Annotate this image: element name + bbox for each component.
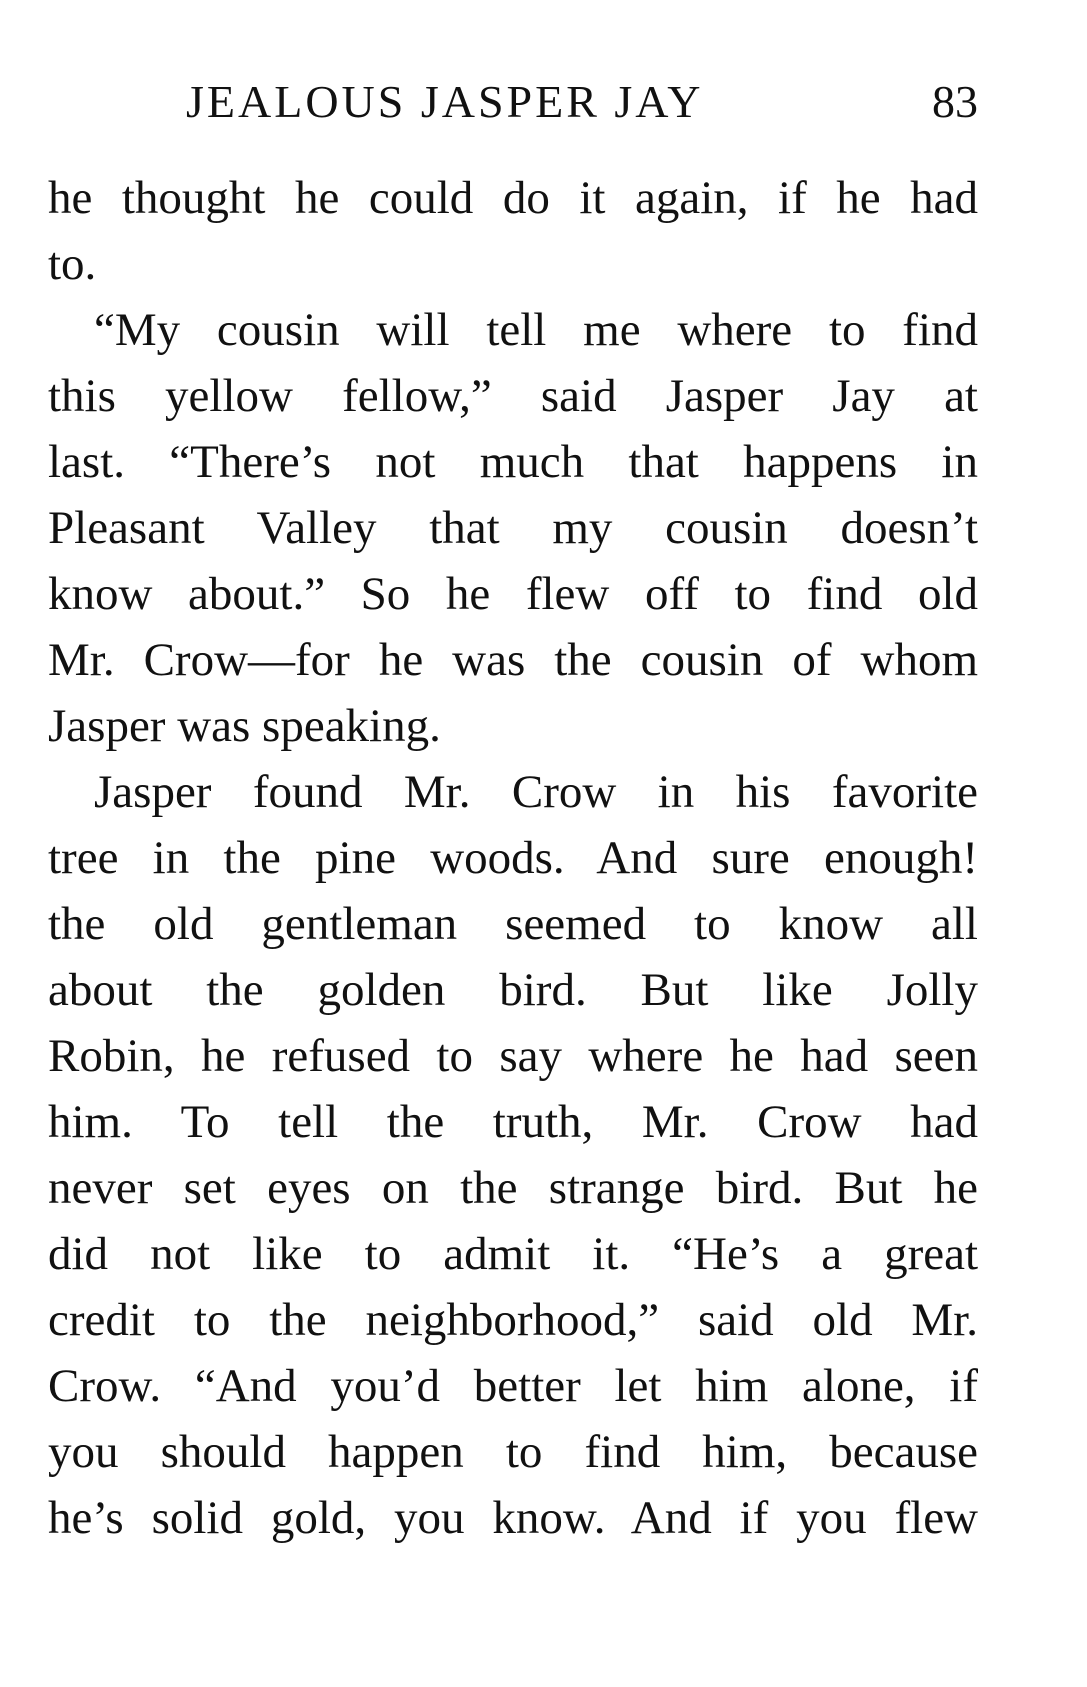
text-line: Jasper found Mr. Crow in his favorite — [94, 766, 978, 818]
running-title: JEALOUS JASPER JAY — [186, 76, 704, 127]
text-line: credit to the neighborhood,” said old Mr. — [48, 1294, 978, 1346]
text-line: did not like to admit it. “He’s a great — [48, 1228, 978, 1280]
text-line: Robin, he refused to say where he had seen — [48, 1030, 978, 1082]
text-line: know about.” So he flew off to find old — [48, 568, 978, 620]
text-line: about the golden bird. But like Jolly — [48, 964, 978, 1016]
text-line: to. — [48, 238, 97, 290]
text-line: Mr. Crow—for he was the cousin of whom — [48, 634, 978, 686]
text-line: tree in the pine woods. And sure enough! — [48, 832, 978, 884]
text-line: the old gentleman seemed to know all — [48, 898, 978, 950]
text-line: Crow. “And you’d better let him alone, if — [48, 1360, 978, 1412]
body-text — [48, 165, 978, 1551]
page-number: 83 — [932, 76, 978, 127]
text-line: this yellow fellow,” said Jasper Jay at — [48, 370, 978, 422]
text-line: Pleasant Valley that my cousin doesn’t — [48, 502, 978, 554]
page-header — [48, 72, 978, 132]
text-line: never set eyes on the strange bird. But he — [48, 1162, 978, 1214]
text-line: “My cousin will tell me where to find — [94, 304, 978, 356]
text-line: he thought he could do it again, if he had — [48, 172, 978, 224]
text-line: Jasper was speaking. — [48, 700, 441, 752]
text-line: he’s solid gold, you know. And if you flew — [48, 1492, 978, 1544]
text-line: last. “There’s not much that happens in — [48, 436, 978, 488]
text-line: you should happen to find him, because — [48, 1426, 978, 1478]
text-line: him. To tell the truth, Mr. Crow had — [48, 1096, 978, 1148]
